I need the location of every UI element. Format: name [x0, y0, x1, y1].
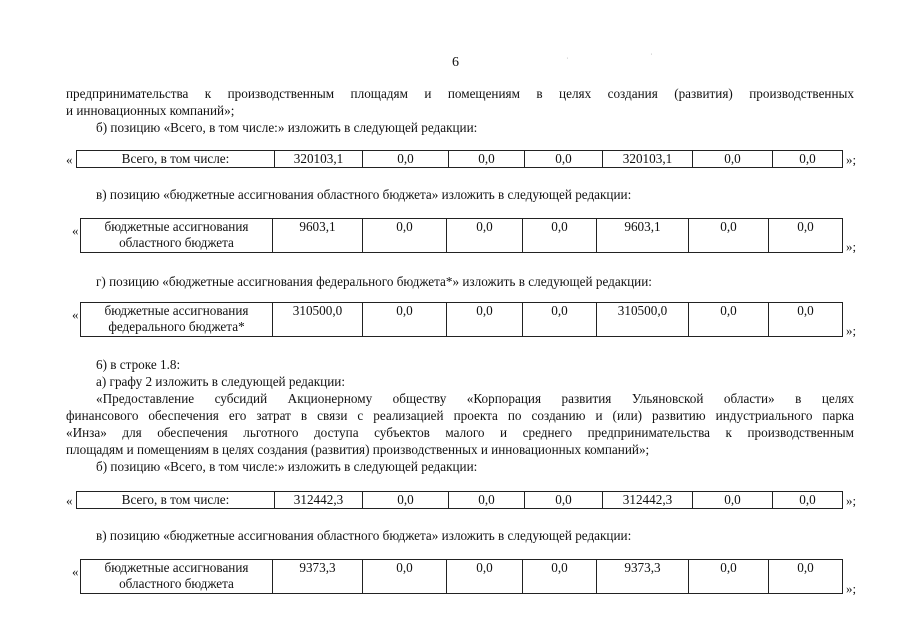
value-cell: 310500,0	[273, 303, 363, 337]
paragraph-item-v2: в) позицию «бюджетные ассигнования областного бюджета» изложить в следующей редакции:	[96, 528, 632, 543]
table-row-regional-budget	[80, 559, 843, 594]
value-cell: 0,0	[689, 219, 769, 253]
paragraph-item-a: а) графу 2 изложить в следующей редакции:	[96, 374, 345, 389]
value-cell: 0,0	[447, 303, 523, 337]
value-cell: 0,0	[447, 219, 523, 253]
paragraph-line: площадям и помещениям в целях создания (развития) производственных и инновационных компаний»;	[66, 442, 650, 457]
row-name-cell	[81, 219, 273, 253]
value-cell: 320103,1	[603, 151, 693, 168]
paragraph-line: «Инза» для обеспечения льготного доступа субъектов малого и среднего предпринимательства к производственным	[66, 425, 854, 440]
paragraph-line: финансового обеспечения его затрат в связи с реализацией проекта по созданию и (или) развитию индустриального парка	[66, 408, 854, 423]
open-quote: «	[72, 223, 79, 238]
close-quote: »;	[846, 581, 857, 596]
value-cell: 0,0	[363, 560, 447, 594]
paragraph-item-b2: б) позицию «Всего, в том числе:» изложить в следующей редакции:	[96, 459, 478, 474]
table-row-regional-budget	[80, 218, 843, 253]
value-cell: 0,0	[523, 219, 597, 253]
value-cell: 0,0	[769, 219, 843, 253]
paragraph-item-6: 6) в строке 1.8:	[96, 357, 181, 372]
paragraph-line: «Предоставление субсидий Акционерному обществу «Корпорация развития Ульяновской области» в целях	[96, 391, 854, 406]
page-number: 6	[452, 55, 459, 70]
value-cell: 9373,3	[273, 560, 363, 594]
value-cell: 0,0	[363, 219, 447, 253]
row-name-line: бюджетные ассигнования	[104, 303, 249, 318]
paragraph-item-v: в) позицию «бюджетные ассигнования областного бюджета» изложить в следующей редакции:	[96, 187, 632, 202]
table-row-federal-budget	[80, 302, 843, 337]
value-cell: 0,0	[525, 151, 603, 168]
value-cell: 0,0	[769, 560, 843, 594]
close-quote: »;	[846, 152, 857, 167]
open-quote: «	[72, 307, 79, 322]
value-cell: 0,0	[363, 492, 449, 509]
value-cell: 9373,3	[597, 560, 689, 594]
row-name-line: бюджетные ассигнования	[104, 219, 249, 234]
row-name-line: федерального бюджета*	[108, 319, 245, 334]
value-cell: 0,0	[363, 151, 449, 168]
open-quote: «	[66, 152, 73, 167]
table-row-total	[76, 150, 843, 168]
value-cell: 0,0	[523, 303, 597, 337]
value-cell: 0,0	[525, 492, 603, 509]
value-cell: 0,0	[689, 560, 769, 594]
value-cell: 9603,1	[597, 219, 689, 253]
value-cell: 0,0	[693, 492, 773, 509]
row-name-cell	[81, 560, 273, 594]
table-row-total	[76, 491, 843, 509]
close-quote: »;	[846, 239, 857, 254]
row-name-cell: Всего, в том числе:	[77, 151, 275, 168]
value-cell: 312442,3	[603, 492, 693, 509]
close-quote: »;	[846, 493, 857, 508]
row-name-cell: Всего, в том числе:	[77, 492, 275, 509]
value-cell: 0,0	[773, 492, 843, 509]
scan-speck: ˙	[650, 52, 653, 61]
value-cell: 0,0	[523, 560, 597, 594]
row-name-line: областного бюджета	[119, 235, 234, 250]
value-cell: 0,0	[363, 303, 447, 337]
value-cell: 0,0	[447, 560, 523, 594]
value-cell: 0,0	[769, 303, 843, 337]
close-quote: »;	[846, 323, 857, 338]
value-cell: 0,0	[773, 151, 843, 168]
value-cell: 0,0	[449, 492, 525, 509]
scan-speck: ˙	[566, 56, 569, 65]
open-quote: «	[66, 493, 73, 508]
value-cell: 0,0	[449, 151, 525, 168]
paragraph-item-b: б) позицию «Всего, в том числе:» изложить в следующей редакции:	[96, 120, 478, 135]
row-name-line: бюджетные ассигнования	[104, 560, 249, 575]
value-cell: 312442,3	[275, 492, 363, 509]
value-cell: 320103,1	[275, 151, 363, 168]
open-quote: «	[72, 564, 79, 579]
value-cell: 0,0	[693, 151, 773, 168]
paragraph-item-g: г) позицию «бюджетные ассигнования федерального бюджета*» изложить в следующей редакции:	[96, 274, 652, 289]
row-name-cell	[81, 303, 273, 337]
value-cell: 9603,1	[273, 219, 363, 253]
paragraph-line: предпринимательства к производственным площадям и помещениям в целях создания (развития) производственных	[66, 86, 854, 101]
value-cell: 0,0	[689, 303, 769, 337]
row-name-line: областного бюджета	[119, 576, 234, 591]
paragraph-line: и инновационных компаний»;	[66, 103, 235, 118]
value-cell: 310500,0	[597, 303, 689, 337]
